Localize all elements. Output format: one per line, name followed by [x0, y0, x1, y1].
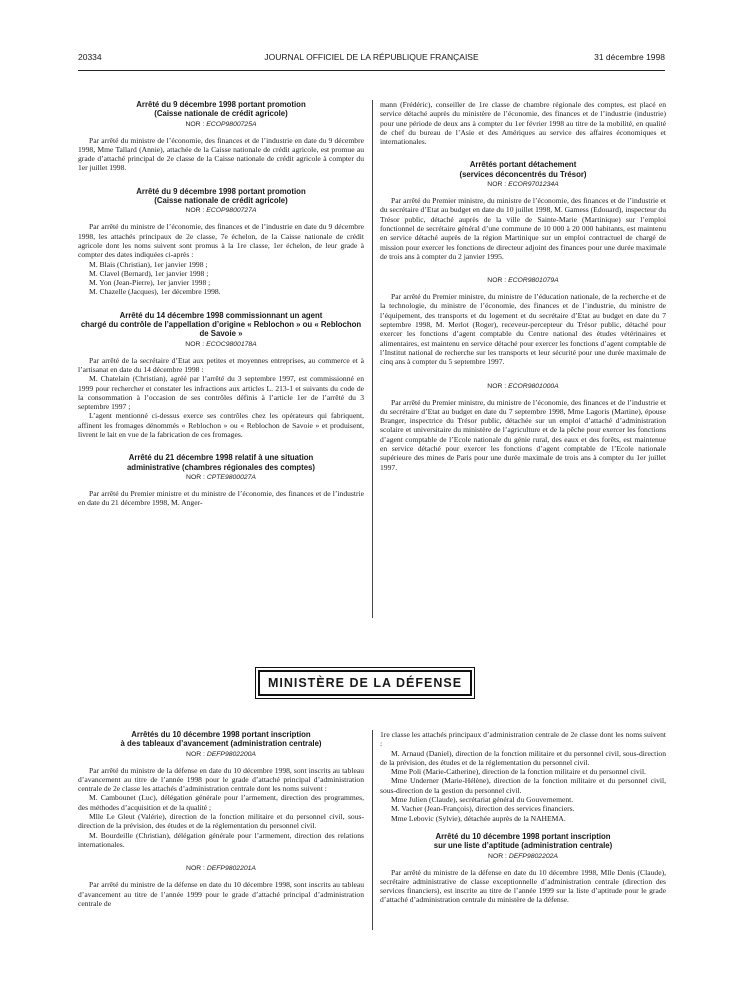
- article-title: Arrêté du 9 décembre 1998 portant promotion (Caisse nationale de crédit agricole): [136, 186, 306, 206]
- article-title: Arrêtés du 10 décembre 1998 portant inscription à des tableaux d’avancement (administration centrale): [120, 730, 322, 749]
- column-divider: [372, 100, 373, 618]
- article-paragraph: Par arrêté du ministre de l’économie, des finances et de l’industrie en date du 9 décembre 1998, Mme Tallard (Annie), attachée de la Caisse nationale de crédit agricole, est promue au grade d’attaché principal de 2e classe de la Caisse nationale de crédit agricole à compter du 1er juillet 1998.: [78, 135, 364, 173]
- article-title: Arrêté du 21 décembre 1998 relatif à une situation administrative (chambres régionales des comptes): [126, 453, 316, 472]
- journal-title: JOURNAL OFFICIEL DE LA RÉPUBLIQUE FRANÇAISE: [264, 52, 479, 62]
- article-paragraph: M. Arnaud (Daniel), direction de la fonction militaire et du personnel civil, sous-direction de la prévision, des études et de la réglementation du personnel civil.: [380, 748, 666, 767]
- article-paragraph: Par arrêté du ministre de la défense en date du 10 décembre 1998, Mlle Denis (Claude), secrétaire administrative de classe exceptionnelle d’administration centrale (direction des services financiers), est inscrite au titre de l’année 1999 sur la liste d’aptitude pour le grade d’attaché d’administration centrale du ministère de la défense.: [380, 867, 666, 905]
- nor-reference: NOR : CPTE9800027A: [186, 473, 256, 481]
- article-paragraph: Mme Underner (Marie-Hélène), direction de la fonction militaire et du personnel civil, sous-direction de la gestion du personnel civil.: [380, 776, 666, 795]
- article-paragraph: Par arrêté du Premier ministre, du ministre de l’économie, des finances et de l’industrie et du secrétaire d’Etat au budget en date du 7 septembre 1998, Mme Lagoris (Martine), épouse Branger, inspectrice du Trésor public, détachée sur un emploi d’attaché d’administration scolaire et universitaire du ministère de l’agriculture et de la pêche pour exercer les fonctions d’agent comptable de l’Ecole nationale du génie rural, des eaux et des forêts, est maintenue en service détaché pour exercer les fonctions d’agent comptable de l’Ecole nationale supérieure des mines de Paris pour une durée maximale de trois ans à compter du 1er juillet 1997.: [380, 397, 666, 472]
- header-rule: [78, 70, 665, 71]
- issue-date: 31 décembre 1998: [594, 52, 665, 62]
- ministry-banner: [258, 670, 472, 696]
- page-header: [78, 52, 665, 66]
- article-paragraph: M. Cambounet (Luc), délégation générale pour l’armement, direction des programmes, des méthodes d’acquisition et de la qualité ;: [78, 793, 364, 812]
- nor-reference: NOR : ECOC9800178A: [185, 340, 257, 348]
- list-item: M. Clavel (Bernard), 1er janvier 1998 ;: [89, 268, 209, 278]
- article-paragraph: Par arrêté du Premier ministre, du ministre de l’éducation nationale, de la recherche et de la technologie, du ministre de l’économie, des finances et de l’industrie, du ministre de l’équipement, des transports et du logement et du secrétaire d’Etat au budget en date du 7 septembre 1998, M. Merlot (Roger), receveur-percepteur du Trésor public, détaché pour exercer les fonctions d’agent comptable du Centre national des études vétérinaires et alimentaires, est maintenu en service détaché pour exercer les fonctions d’agent comptable de l’Institut national de recherche sur les transports et leur sécurité pour une durée maximale de cinq ans à compter du 5 septembre 1997.: [380, 292, 666, 367]
- article-paragraph: Par arrêté du ministre de la défense en date du 10 décembre 1998, sont inscrits au tableau d’avancement au titre de l’année 1999 pour le grade d’attaché principal d’administration centrale de: [78, 880, 364, 908]
- nor-reference: NOR : DEFP9802200A: [186, 750, 256, 758]
- right-column-top: [380, 100, 666, 472]
- column-divider: [372, 730, 373, 930]
- article-title: Arrêtés portant détachement (services déconcentrés du Trésor): [459, 160, 587, 179]
- list-item: M. Yon (Jean-Pierre), 1er janvier 1998 ;: [89, 278, 211, 288]
- article-paragraph: Par arrêté du Premier ministre, du ministre de l’économie, des finances et de l’industrie et du secrétaire d’Etat au budget en date du 10 juillet 1998, M. Gamess (Edouard), inspecteur du Trésor public, détaché auprès de la ville de Sainte-Marie (Martinique) sur l’emploi fonctionnel de secrétaire général d’une commune de 10 000 à 20 000 habitants, est maintenu en service détaché auprès de la région Martinique sur un emploi contractuel de chargé de mission pour exercer les fonctions de directeur adjoint des finances pour une durée maximale de trois ans à compter du 2 janvier 1995.: [380, 196, 666, 261]
- article-title: Arrêté du 14 décembre 1998 commissionnant un agent chargé du contrôle de l’appellation d’origine « Reblochon » ou « Reblochon de Savoie »: [80, 310, 362, 339]
- article-paragraph: Par arrêté du ministre de l’économie, des finances et de l’industrie en date du 9 décembre 1998, les attachés principaux de 2e classe, 7e échelon, de la Caisse nationale de crédit agricole dont les noms suivent sont promus à la 1re classe, 1er échelon, de leur grade à compter des dates indiquées ci-après :: [78, 222, 364, 260]
- nor-reference: NOR : DEFP9802202A: [488, 852, 558, 860]
- nor-reference: NOR : ECOR9801000A: [487, 382, 559, 390]
- article-paragraph: Par arrêté du ministre de la défense en date du 10 décembre 1998, sont inscrits au tableau d’avancement au titre de l’année 1998 pour le grade d’attaché principal d’administration centrale de 2e classe les attachés d’administration centrale dont les noms suivent :: [78, 765, 364, 794]
- nor-reference: NOR : ECOR9801079A: [487, 277, 559, 285]
- article-paragraph: 1re classe les attachés principaux d’administration centrale de 2e classe dont les noms suivent :: [380, 730, 666, 749]
- left-column-bottom: [78, 730, 364, 908]
- nor-reference: NOR : ECOP9800727A: [185, 207, 257, 215]
- list-item: M. Chazelle (Jacques), 1er décembre 1998.: [89, 287, 221, 297]
- article-paragraph: M. Chatelain (Christian), agréé par l’arrêté du 3 septembre 1997, est commissionné en 1999 pour rechercher et constater les infractions aux articles L. 213-1 et suivants du code de la consommation à l’occasion de ses contrôles définis à l’article 1er de l’arrêté du 3 septembre 1997 ;: [78, 374, 364, 412]
- left-column-top: [78, 100, 364, 508]
- article-paragraph: Par arrêté du Premier ministre et du ministre de l’économie, des finances et de l’industrie en date du 21 décembre 1998, M. Anger-: [78, 488, 364, 508]
- article-paragraph: Mme Lebovic (Sylvie), détachée auprès de la NAHEMA.: [391, 813, 566, 823]
- list-item: M. Blais (Christian), 1er janvier 1998 ;: [89, 259, 208, 269]
- nor-reference: NOR : DEFP9802201A: [186, 865, 256, 873]
- article-title: Arrêté du 9 décembre 1998 portant promotion (Caisse nationale de crédit agricole): [136, 100, 306, 119]
- article-paragraph: Mme Julien (Claude), secrétariat général du Gouvernement.: [391, 795, 574, 805]
- ministry-label: MINISTÈRE DE LA DÉFENSE: [267, 676, 463, 690]
- article-paragraph: M. Vacher (Jean-François), direction des services financiers.: [391, 804, 575, 814]
- nor-reference: NOR : ECOP9800725A: [185, 120, 257, 128]
- article-paragraph: Par arrêté de la secrétaire d’Etat aux petites et moyennes entreprises, au commerce et à l’artisanat en date du 14 décembre 1998 :: [78, 355, 364, 374]
- article-title: Arrêté du 10 décembre 1998 portant inscription sur une liste d’aptitude (administration centrale): [433, 831, 613, 851]
- article-paragraph: Mlle Le Gleut (Valérie), direction de la fonction militaire et du personnel civil, sous-direction de la prévision, des études et de la réglementation du personnel civil.: [78, 812, 364, 831]
- nor-reference: NOR : ECOR9701234A: [487, 181, 559, 189]
- article-paragraph: mann (Frédéric), conseiller de 1re classe de chambre régionale des comptes, est placé en service détaché auprès du ministère de l’économie, des finances et de l’industrie (industrie) pour une période de deux ans à compter du 1er février 1998 au titre de la mobilité, en qualité de chef du bureau de l’Asie et des Amériques au service des affaires économiques et internationales.: [380, 100, 666, 147]
- article-paragraph: L’agent mentionné ci-dessus exerce ses contrôles chez les opérateurs qui fabriquent, affinent les fromages dénommés « Reblochon » ou « Reblochon de Savoie » et produisent, livrent le lait en vue de la fabrication de ces fromages.: [78, 411, 364, 440]
- right-column-bottom: [380, 730, 666, 905]
- article-paragraph: M. Bourdeille (Christian), délégation générale pour l’armement, direction des relations internationales.: [78, 830, 364, 849]
- page-number: 20334: [78, 52, 102, 62]
- article-paragraph: Mme Poli (Marie-Catherine), direction de la fonction militaire et du personnel civil.: [391, 767, 646, 777]
